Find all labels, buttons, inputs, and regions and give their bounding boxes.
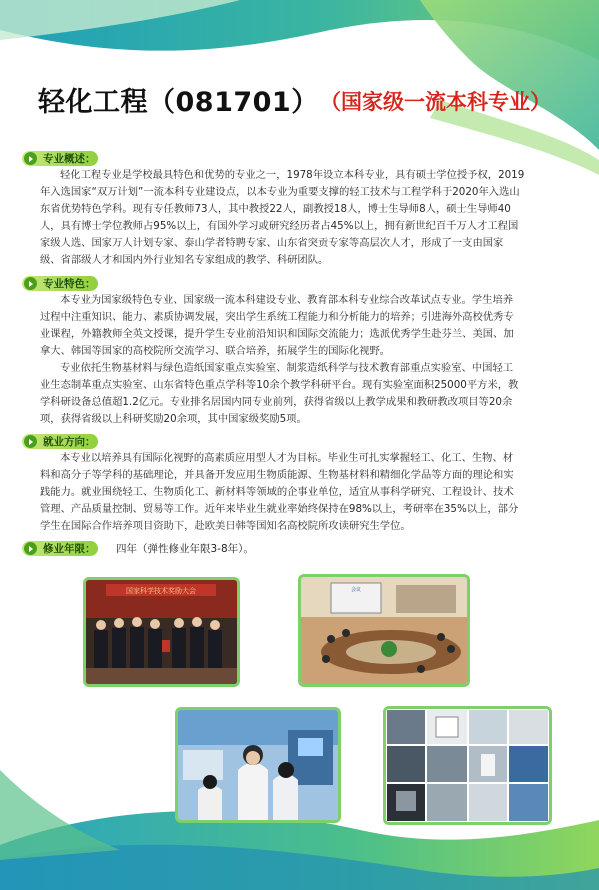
photo-meeting-room: [298, 574, 470, 687]
features-paragraph: 本专业为国家级特色专业、国家级一流本科建设专业、教育部本科专业综合改革试点专业。学生培养 过程中注重知识、能力、素质协调发展，突出学生系统工程能力和分析能力的培养；引进海外高校优秀专 业课程，外籍教师全英文授课，提升学生专业前沿知识和国际交流能力；选派优秀学生赴芬兰、美国、加 拿大、韩国等国家的高校院所交流学习、联合培养，拓展学生的国际化视野。 专业依托生物基材料与绿色造纸国家重点实验室、制浆造纸科学与技术教育部重点实验室、中国轻工 业生态制革重点实验室、山东省特色重点学科等10余个教学科研平台。现有实验室面积25000平方米，教 学科研设备总值超1.2亿元。专业排名居国内同专业前列，获得省级以上教学成果和教研教改项目等20余 项，获得省级以上科研奖励20余项，其中国家级奖励5项。: [40, 294, 519, 425]
arrow-icon: [24, 542, 37, 555]
duration-text: 四年（弹性修业年限3-8年）。: [116, 543, 254, 555]
banner-text: 国家科学技术奖励大会: [126, 587, 196, 595]
photo-lab-equipment: [383, 706, 552, 825]
arrow-icon: [24, 435, 37, 448]
screen-text: 会议: [350, 587, 362, 593]
section-label-employment: 就业方向：: [22, 434, 98, 449]
overview-paragraph: 轻化工程专业是学校最具特色和优势的专业之一，1978年设立本科专业，具有硕士学位授予权，2019 年入选国家“双万计划”一流本科专业建设点，以本专业为重要支撑的轻工技术与工程学科于2020年入选山 东省优势特色学科。现有专任教师73人，其中教授22人，副教授18人，博士生导师8人，硕士生导师40 人，具有博士学位教师占95%以上，有国外学习或研究经历者占45%以上，拥有新世纪百千万人才工程国 家级人选、国家万人计划专家、泰山学者特聘专家、山东省突贡专家等高层次人才，形成了一支由国家 级、省部级人才和国内外行业知名专家组成的教学、科研团队。: [40, 169, 525, 266]
photo-award-ceremony: [83, 577, 240, 687]
photo-lab-researchers: [175, 707, 341, 823]
arrow-icon: [24, 277, 37, 290]
section-label-overview: 专业概述：: [22, 151, 98, 166]
section-label-duration: 修业年限：: [22, 541, 98, 556]
section-label-features: 专业特色：: [22, 276, 98, 291]
page-title: 轻化工程（081701）: [38, 87, 319, 118]
arrow-icon: [24, 152, 37, 165]
employment-paragraph: 本专业以培养具有国际化视野的高素质应用型人才为目标。毕业生可扎实掌握轻工、化工、生物、材 料和高分子等学科的基础理论，并具备开发应用生物质能源、生物基材料和精细化学品等方面的理论和实 践能力。就业围绕轻工、生物质化工、新材料等领域的企事业单位，适宜从事科学研究、工程设计、技术 管理、产品质量控制、贸易等工作。近年来毕业生就业率始终保持在98%以上，考研率在35%以上，部分 学生在国际合作培养项目资助下，赴欧美日韩等国知名高校院所攻读研究生学位。: [40, 452, 519, 532]
page-subtitle: （国家级一流本科专业）: [320, 90, 551, 114]
